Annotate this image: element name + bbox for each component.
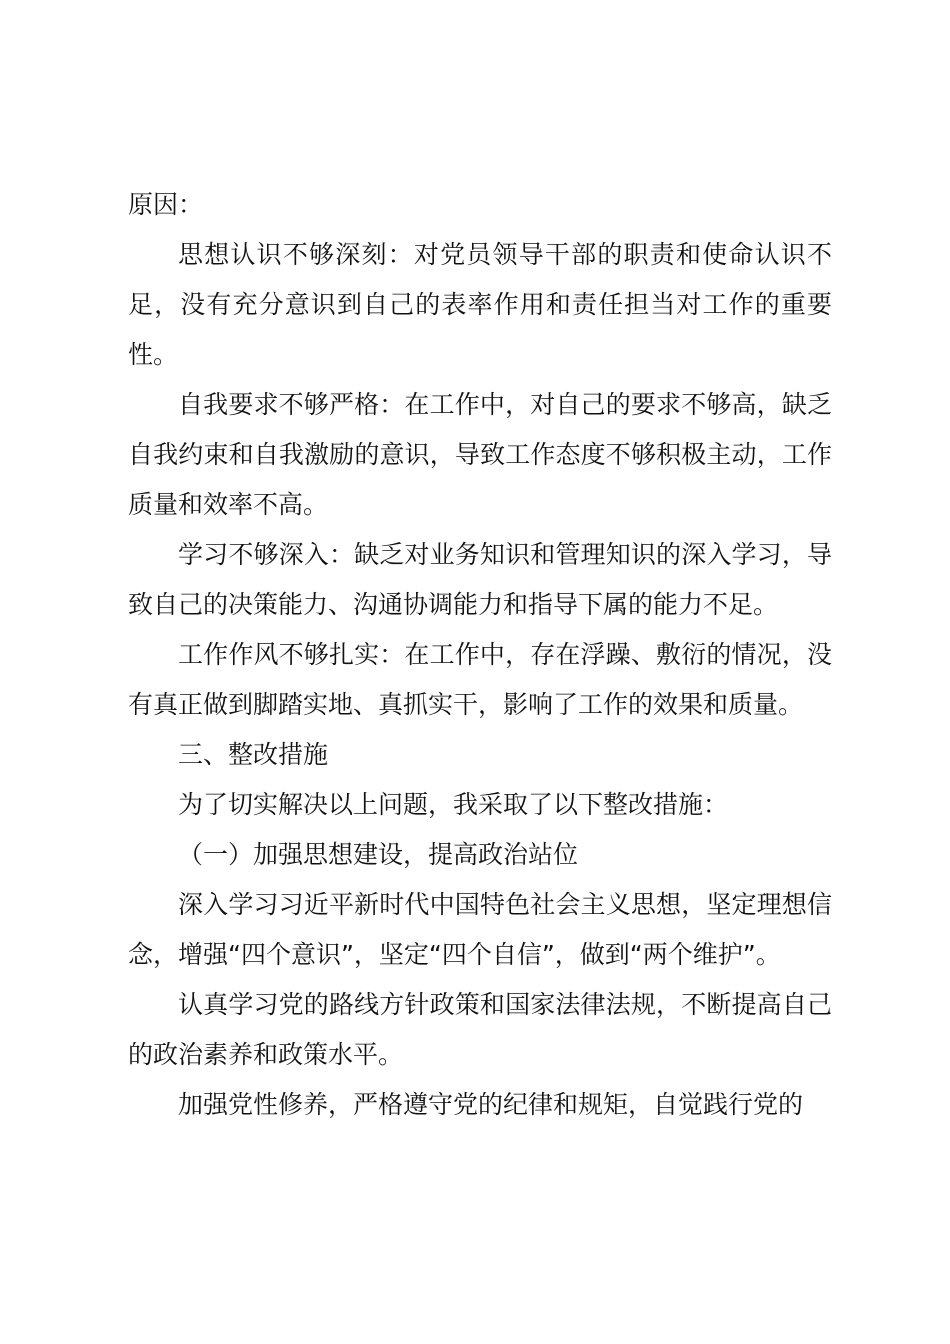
- paragraph-cause-self-requirement: 自我要求不够严格：在工作中，对自己的要求不够高，缺乏自我约束和自我激励的意识，导致工作态度不够积极主动，工作质量和效率不高。: [128, 390, 832, 519]
- paragraph-measure-study-policy: 认真学习党的路线方针政策和国家法律法规，不断提高自己的政治素养和政策水平。: [128, 990, 832, 1069]
- paragraph-measures-intro: 为了切实解决以上问题，我采取了以下整改措施：: [178, 790, 729, 819]
- paragraph-measure-study-thought: 深入学习习近平新时代中国特色社会主义思想，坚定理想信念，增强“四个意识”，坚定“四个自信”，做到“两个维护”。: [128, 890, 832, 969]
- paragraph-measure-party-spirit: 加强党性修养，严格遵守党的纪律和规矩，自觉践行党的: [178, 1090, 804, 1119]
- document-body: [128, 180, 832, 1130]
- paragraph-cause-learning: 学习不够深入：缺乏对业务知识和管理知识的深入学习，导致自己的决策能力、沟通协调能力和指导下属的能力不足。: [128, 540, 832, 619]
- paragraph-causes-heading: 原因：: [128, 190, 204, 219]
- subheading-measure-one: （一）加强思想建设，提高政治站位: [178, 840, 579, 869]
- paragraph-cause-thinking: 思想认识不够深刻：对党员领导干部的职责和使命认识不足，没有充分意识到自己的表率作用和责任担当对工作的重要性。: [128, 240, 832, 369]
- section-heading-rectification: 三、整改措施: [178, 740, 329, 769]
- paragraph-cause-work-style: 工作作风不够扎实：在工作中，存在浮躁、敷衍的情况，没有真正做到脚踏实地、真抓实干，影响了工作的效果和质量。: [128, 640, 832, 719]
